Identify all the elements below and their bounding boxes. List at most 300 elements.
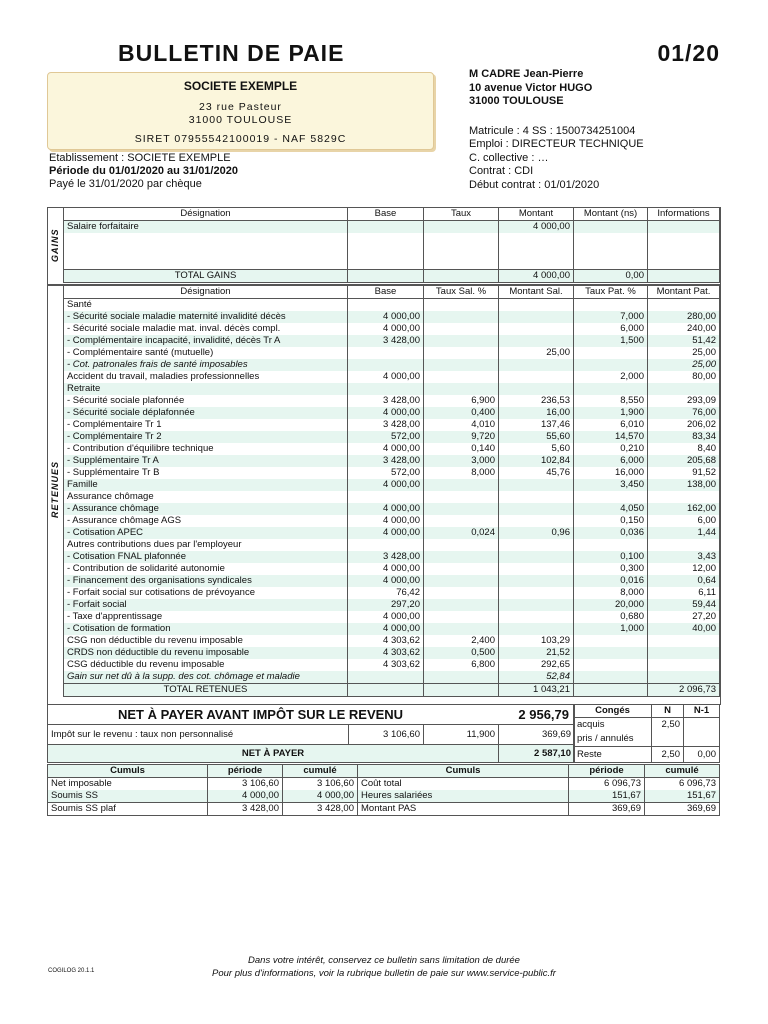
retenues-cell-col5: 6,000 xyxy=(574,323,648,335)
gains-header-montant: Montant xyxy=(499,208,574,221)
retenues-header-row xyxy=(64,286,720,299)
retenues-cell-taux xyxy=(424,623,499,635)
retenues-cell-designation: - Supplémentaire Tr A xyxy=(64,455,348,467)
gains-empty-cell xyxy=(574,233,648,245)
cumuls-cell-label-left: Net imposable xyxy=(48,778,208,791)
retenues-cell-taux xyxy=(424,479,499,491)
retenues-cell-montant xyxy=(499,335,574,347)
etablissement-name: Etablissement : SOCIETE EXEMPLE xyxy=(49,152,231,164)
retenues-row xyxy=(64,527,720,539)
retenues-cell-col6: 0,64 xyxy=(648,575,720,587)
retenues-cell-col5: 1,500 xyxy=(574,335,648,347)
retenues-cell-col6: 25,00 xyxy=(648,347,720,359)
cumuls-header-periode-left: période xyxy=(208,765,283,778)
retenues-cell-col6 xyxy=(648,647,720,659)
retenues-cell-col6: 1,44 xyxy=(648,527,720,539)
cumuls-cell-periode-right: 151,67 xyxy=(569,790,645,803)
retenues-cell-taux xyxy=(424,551,499,563)
retenues-row xyxy=(64,371,720,383)
retenues-cell-col6 xyxy=(648,635,720,647)
retenues-cell-col5: 1,000 xyxy=(574,623,648,635)
software-version: COGILOG 20.1.1 xyxy=(48,968,95,974)
retenues-row xyxy=(64,515,720,527)
retenues-cell-designation: - Forfait social xyxy=(64,599,348,611)
retenues-cell-taux: 2,400 xyxy=(424,635,499,647)
retenues-cell-taux: 0,400 xyxy=(424,407,499,419)
retenues-cell-col6: 162,00 xyxy=(648,503,720,515)
retenues-cell-taux: 0,024 xyxy=(424,527,499,539)
cumuls-cell-cumule-left: 3 106,60 xyxy=(283,778,358,791)
retenues-total-col5 xyxy=(574,684,648,697)
retenues-cell-base xyxy=(348,383,424,395)
cumuls-row xyxy=(48,803,720,816)
retenues-cell-col5: 0,036 xyxy=(574,527,648,539)
retenues-row xyxy=(64,635,720,647)
retenues-cell-designation: - Cot. patronales frais de santé imposables xyxy=(64,359,348,371)
retenues-cell-col6: 12,00 xyxy=(648,563,720,575)
retenues-cell-col5: 0,210 xyxy=(574,443,648,455)
retenues-cell-base: 3 428,00 xyxy=(348,551,424,563)
retenues-cell-montant: 137,46 xyxy=(499,419,574,431)
retenues-cell-taux xyxy=(424,539,499,551)
retenues-cell-taux: 4,010 xyxy=(424,419,499,431)
retenues-cell-col6: 83,34 xyxy=(648,431,720,443)
company-address-line2: 31000 TOULOUSE xyxy=(188,114,293,126)
retenues-header-designation: Désignation xyxy=(64,286,348,299)
retenues-cell-montant xyxy=(499,539,574,551)
company-address-line1: 23 rue Pasteur xyxy=(199,101,282,113)
retenues-cell-base: 4 000,00 xyxy=(348,311,424,323)
retenues-cell-designation: - Sécurité sociale déplafonnée xyxy=(64,407,348,419)
gains-empty-cell xyxy=(574,257,648,270)
retenues-cell-col5 xyxy=(574,647,648,659)
retenues-cell-col6: 206,02 xyxy=(648,419,720,431)
retenues-cell-base: 4 303,62 xyxy=(348,659,424,671)
conges-table xyxy=(573,704,720,763)
impot-label: Impôt sur le revenu : taux non personnalisé xyxy=(48,725,349,746)
retenues-total-designation: TOTAL RETENUES xyxy=(64,684,348,697)
retenues-cell-base: 4 000,00 xyxy=(348,527,424,539)
retenues-cell-col5: 2,000 xyxy=(574,371,648,383)
gains-empty-cell xyxy=(424,245,499,257)
retenues-row xyxy=(64,347,720,359)
cumuls-cell-label-right: Montant PAS xyxy=(358,803,569,816)
retenues-cell-col6: 25,00 xyxy=(648,359,720,371)
gains-empty-cell xyxy=(348,245,424,257)
retenues-cell-base: 4 000,00 xyxy=(348,443,424,455)
retenues-cell-col6: 8,40 xyxy=(648,443,720,455)
retenues-row xyxy=(64,623,720,635)
gains-header-base: Base xyxy=(348,208,424,221)
retenues-cell-col6: 280,00 xyxy=(648,311,720,323)
retenues-cell-montant: 292,65 xyxy=(499,659,574,671)
retenues-cell-base: 3 428,00 xyxy=(348,395,424,407)
retenues-cell-montant xyxy=(499,503,574,515)
gains-cell-col6 xyxy=(648,221,720,234)
retenues-cell-col6: 76,00 xyxy=(648,407,720,419)
retenues-cell-base: 4 303,62 xyxy=(348,647,424,659)
retenues-cell-designation: - Sécurité sociale maladie maternité invalidité décès xyxy=(64,311,348,323)
retenues-row xyxy=(64,335,720,347)
retenues-cell-col6: 27,20 xyxy=(648,611,720,623)
retenues-row xyxy=(64,299,720,312)
conges-pris-n xyxy=(652,732,684,747)
etablissement-block xyxy=(49,152,238,191)
retenues-cell-designation: - Cotisation de formation xyxy=(64,623,348,635)
retenues-cell-taux xyxy=(424,587,499,599)
gains-empty-cell xyxy=(648,257,720,270)
retenues-cell-designation: CSG non déductible du revenu imposable xyxy=(64,635,348,647)
retenues-cell-col6 xyxy=(648,491,720,503)
retenues-cell-montant xyxy=(499,311,574,323)
document-title: BULLETIN DE PAIE xyxy=(118,40,345,66)
net-pay-value: 2 587,10 xyxy=(499,745,575,763)
retenues-total-taux xyxy=(424,684,499,697)
gains-row xyxy=(64,221,720,234)
retenues-row xyxy=(64,563,720,575)
employee-matricule: Matricule : 4 SS : 1500734251004 xyxy=(469,124,636,137)
retenues-cell-col5 xyxy=(574,539,648,551)
retenues-row xyxy=(64,443,720,455)
gains-empty-cell xyxy=(424,233,499,245)
retenues-cell-col6 xyxy=(648,659,720,671)
retenues-cell-col5: 0,150 xyxy=(574,515,648,527)
retenues-cell-montant xyxy=(499,371,574,383)
gains-spacer-row xyxy=(64,233,720,245)
gains-header-col6: Informations xyxy=(648,208,720,221)
retenues-cell-col6: 80,00 xyxy=(648,371,720,383)
retenues-cell-col6: 40,00 xyxy=(648,623,720,635)
retenues-cell-montant xyxy=(499,587,574,599)
retenues-cell-taux xyxy=(424,323,499,335)
retenues-cell-col6 xyxy=(648,671,720,684)
retenues-total-montant: 1 043,21 xyxy=(499,684,574,697)
gains-empty-cell xyxy=(348,233,424,245)
retenues-cell-designation: Accident du travail, maladies professionnelles xyxy=(64,371,348,383)
footer-line2: Pour plus d'informations, voir la rubrique bulletin de paie sur www.service-public.fr xyxy=(212,968,556,979)
cumuls-cell-cumule-right: 6 096,73 xyxy=(645,778,720,791)
retenues-cell-col5 xyxy=(574,383,648,395)
retenues-cell-taux: 6,800 xyxy=(424,659,499,671)
cumuls-cell-cumule-left: 4 000,00 xyxy=(283,790,358,803)
conges-acquis-label: acquis xyxy=(574,718,652,733)
retenues-cell-taux xyxy=(424,563,499,575)
retenues-row xyxy=(64,503,720,515)
net-before-tax-value: 2 956,79 xyxy=(518,707,569,722)
retenues-cell-col6: 3,43 xyxy=(648,551,720,563)
retenues-cell-montant xyxy=(499,551,574,563)
retenues-cell-col5: 6,010 xyxy=(574,419,648,431)
retenues-cell-montant xyxy=(499,383,574,395)
company-name: SOCIETE EXEMPLE xyxy=(183,79,298,93)
retenues-cell-taux xyxy=(424,671,499,684)
gains-total-taux xyxy=(424,270,499,283)
company-box xyxy=(47,72,434,150)
retenues-cell-base: 4 000,00 xyxy=(348,563,424,575)
retenues-cell-montant xyxy=(499,515,574,527)
gains-cell-taux xyxy=(424,221,499,234)
retenues-cell-taux xyxy=(424,371,499,383)
retenues-row xyxy=(64,431,720,443)
retenues-cell-taux xyxy=(424,611,499,623)
pay-period: Période du 01/01/2020 au 31/01/2020 xyxy=(49,165,238,177)
retenues-cell-taux xyxy=(424,347,499,359)
retenues-row xyxy=(64,551,720,563)
retenues-cell-col6: 6,11 xyxy=(648,587,720,599)
retenues-cell-montant xyxy=(499,479,574,491)
gains-header-designation: Désignation xyxy=(64,208,348,221)
retenues-cell-taux xyxy=(424,383,499,395)
retenues-cell-taux xyxy=(424,359,499,371)
retenues-row xyxy=(64,671,720,684)
retenues-cell-base: 4 000,00 xyxy=(348,479,424,491)
retenues-cell-designation: CRDS non déductible du revenu imposable xyxy=(64,647,348,659)
retenues-row xyxy=(64,479,720,491)
conges-col-n: N xyxy=(652,705,684,718)
retenues-cell-taux: 0,140 xyxy=(424,443,499,455)
retenues-cell-taux xyxy=(424,311,499,323)
retenues-cell-montant: 0,96 xyxy=(499,527,574,539)
net-before-tax-label: NET À PAYER AVANT IMPÔT SUR LE REVENU xyxy=(118,707,404,722)
retenues-row xyxy=(64,467,720,479)
cumuls-cell-label-left: Soumis SS plaf xyxy=(48,803,208,816)
retenues-cell-designation: - Complémentaire santé (mutuelle) xyxy=(64,347,348,359)
gains-cell-designation: Salaire forfaitaire xyxy=(64,221,348,234)
retenues-cell-col5: 8,550 xyxy=(574,395,648,407)
retenues-cell-designation: - Assurance chômage AGS xyxy=(64,515,348,527)
retenues-cell-taux: 6,900 xyxy=(424,395,499,407)
retenues-cell-base xyxy=(348,347,424,359)
gains-side-label: GAINS xyxy=(50,228,60,262)
employee-name: M CADRE Jean-Pierre xyxy=(469,68,584,80)
retenues-cell-base xyxy=(348,299,424,312)
gains-empty-cell xyxy=(648,245,720,257)
retenues-cell-designation: - Contribution de solidarité autonomie xyxy=(64,563,348,575)
conges-reste-n1: 0,00 xyxy=(684,747,720,763)
retenues-cell-col5: 20,000 xyxy=(574,599,648,611)
conges-title: Congés xyxy=(574,705,652,718)
retenues-cell-montant: 236,53 xyxy=(499,395,574,407)
retenues-row xyxy=(64,395,720,407)
retenues-row xyxy=(64,587,720,599)
retenues-row xyxy=(64,611,720,623)
retenues-cell-designation: Retraite xyxy=(64,383,348,395)
cumuls-table xyxy=(47,764,720,816)
retenues-cell-taux xyxy=(424,515,499,527)
retenues-cell-col6 xyxy=(648,299,720,312)
retenues-cell-taux xyxy=(424,599,499,611)
retenues-header-col5: Taux Pat. % xyxy=(574,286,648,299)
retenues-cell-montant: 5,60 xyxy=(499,443,574,455)
conges-pris-label: pris / annulés xyxy=(574,732,652,747)
gains-spacer-row xyxy=(64,257,720,270)
retenues-cell-designation: - Cotisation FNAL plafonnée xyxy=(64,551,348,563)
payment-info: Payé le 31/01/2020 par chèque xyxy=(49,178,202,190)
retenues-cell-designation: Assurance chômage xyxy=(64,491,348,503)
retenues-cell-base: 3 428,00 xyxy=(348,335,424,347)
retenues-cell-col5: 1,900 xyxy=(574,407,648,419)
retenues-cell-col5: 0,680 xyxy=(574,611,648,623)
conges-col-n1: N-1 xyxy=(684,705,720,718)
retenues-table xyxy=(63,285,720,697)
retenues-cell-montant: 55,60 xyxy=(499,431,574,443)
retenues-cell-taux xyxy=(424,299,499,312)
retenues-row xyxy=(64,455,720,467)
retenues-cell-montant: 102,84 xyxy=(499,455,574,467)
retenues-cell-montant xyxy=(499,623,574,635)
retenues-cell-col6 xyxy=(648,383,720,395)
retenues-cell-col5: 3,450 xyxy=(574,479,648,491)
retenues-cell-taux: 3,000 xyxy=(424,455,499,467)
retenues-cell-designation: Autres contributions dues par l'employeur xyxy=(64,539,348,551)
retenues-cell-taux: 8,000 xyxy=(424,467,499,479)
company-siret: SIRET 07955542100019 - NAF 5829C xyxy=(134,133,347,145)
retenues-cell-col5 xyxy=(574,347,648,359)
retenues-cell-designation: Santé xyxy=(64,299,348,312)
conges-acquis-n: 2,50 xyxy=(652,718,684,733)
retenues-total-base xyxy=(348,684,424,697)
retenues-cell-col6: 91,52 xyxy=(648,467,720,479)
employee-debut-contrat: Début contrat : 01/01/2020 xyxy=(469,178,600,191)
retenues-cell-montant: 45,76 xyxy=(499,467,574,479)
retenues-cell-montant xyxy=(499,299,574,312)
retenues-cell-montant xyxy=(499,491,574,503)
retenues-cell-designation: - Forfait social sur cotisations de prévoyance xyxy=(64,587,348,599)
gains-empty-cell xyxy=(64,245,348,257)
retenues-cell-designation: - Supplémentaire Tr B xyxy=(64,467,348,479)
cumuls-cell-label-right: Heures salariées xyxy=(358,790,569,803)
retenues-cell-designation: - Sécurité sociale maladie mat. inval. décès compl. xyxy=(64,323,348,335)
net-before-tax-row xyxy=(47,704,575,725)
retenues-cell-base xyxy=(348,671,424,684)
retenues-cell-taux xyxy=(424,335,499,347)
employee-address2: 31000 TOULOUSE xyxy=(469,95,564,107)
retenues-cell-montant xyxy=(499,323,574,335)
gains-cell-base xyxy=(348,221,424,234)
retenues-row xyxy=(64,647,720,659)
retenues-cell-col5: 16,000 xyxy=(574,467,648,479)
retenues-cell-base xyxy=(348,539,424,551)
retenues-cell-col5: 0,100 xyxy=(574,551,648,563)
employee-collective: C. collective : … xyxy=(469,151,549,164)
retenues-cell-montant: 21,52 xyxy=(499,647,574,659)
retenues-cell-col5: 0,300 xyxy=(574,563,648,575)
retenues-cell-designation: - Complémentaire Tr 1 xyxy=(64,419,348,431)
retenues-cell-montant: 103,29 xyxy=(499,635,574,647)
retenues-cell-col5: 14,570 xyxy=(574,431,648,443)
retenues-cell-designation: - Cotisation APEC xyxy=(64,527,348,539)
retenues-cell-montant: 16,00 xyxy=(499,407,574,419)
employee-block xyxy=(469,68,644,192)
retenues-row xyxy=(64,323,720,335)
cumuls-row xyxy=(48,790,720,803)
retenues-header-base: Base xyxy=(348,286,424,299)
retenues-cell-base: 4 303,62 xyxy=(348,635,424,647)
gains-table xyxy=(63,207,720,283)
retenues-row xyxy=(64,575,720,587)
gains-cell-montant: 4 000,00 xyxy=(499,221,574,234)
gains-total-montant: 4 000,00 xyxy=(499,270,574,283)
retenues-row xyxy=(64,659,720,671)
cumuls-cell-periode-left: 4 000,00 xyxy=(208,790,283,803)
retenues-cell-base xyxy=(348,491,424,503)
retenues-cell-base: 4 000,00 xyxy=(348,611,424,623)
retenues-cell-base: 4 000,00 xyxy=(348,575,424,587)
impot-table xyxy=(47,724,575,746)
cumuls-cell-cumule-left: 3 428,00 xyxy=(283,803,358,816)
retenues-cell-designation: - Taxe d'apprentissage xyxy=(64,611,348,623)
gains-total-base xyxy=(348,270,424,283)
retenues-cell-col6: 138,00 xyxy=(648,479,720,491)
retenues-cell-montant xyxy=(499,359,574,371)
retenues-cell-base: 3 428,00 xyxy=(348,455,424,467)
retenues-cell-base: 4 000,00 xyxy=(348,371,424,383)
gains-total-col6 xyxy=(648,270,720,283)
retenues-total-row xyxy=(64,684,720,697)
retenues-row xyxy=(64,359,720,371)
cumuls-header-label-left: Cumuls xyxy=(48,765,208,778)
retenues-row xyxy=(64,491,720,503)
gains-total-col5: 0,00 xyxy=(574,270,648,283)
retenues-cell-taux: 0,500 xyxy=(424,647,499,659)
retenues-cell-designation: Famille xyxy=(64,479,348,491)
retenues-cell-base: 76,42 xyxy=(348,587,424,599)
retenues-cell-col6: 240,00 xyxy=(648,323,720,335)
gains-empty-cell xyxy=(64,233,348,245)
employee-address1: 10 avenue Victor HUGO xyxy=(469,81,593,94)
retenues-cell-col5 xyxy=(574,359,648,371)
gains-empty-cell xyxy=(499,245,574,257)
retenues-cell-base: 297,20 xyxy=(348,599,424,611)
gains-header-col5: Montant (ns) xyxy=(574,208,648,221)
retenues-cell-montant xyxy=(499,575,574,587)
retenues-cell-taux xyxy=(424,491,499,503)
retenues-cell-base: 572,00 xyxy=(348,467,424,479)
cumuls-cell-periode-right: 6 096,73 xyxy=(569,778,645,791)
retenues-cell-montant: 52,84 xyxy=(499,671,574,684)
retenues-cell-designation: - Complémentaire Tr 2 xyxy=(64,431,348,443)
retenues-cell-designation: - Financement des organisations syndicales xyxy=(64,575,348,587)
retenues-total-col6: 2 096,73 xyxy=(648,684,720,697)
retenues-row xyxy=(64,539,720,551)
gains-empty-cell xyxy=(499,233,574,245)
gains-header-taux: Taux xyxy=(424,208,499,221)
gains-total-row xyxy=(64,270,720,283)
retenues-cell-designation: - Assurance chômage xyxy=(64,503,348,515)
gains-cell-col5 xyxy=(574,221,648,234)
cumuls-cell-cumule-right: 369,69 xyxy=(645,803,720,816)
impot-taux: 11,900 xyxy=(424,725,499,746)
retenues-header-taux: Taux Sal. % xyxy=(424,286,499,299)
cumuls-header-periode-right: période xyxy=(569,765,645,778)
net-pay-label: NET À PAYER xyxy=(48,745,499,763)
retenues-cell-col5 xyxy=(574,671,648,684)
footer-line1: Dans votre intérêt, conservez ce bulletin sans limitation de durée xyxy=(248,955,520,966)
retenues-cell-col5: 8,000 xyxy=(574,587,648,599)
retenues-cell-taux xyxy=(424,575,499,587)
employee-contrat: Contrat : CDI xyxy=(469,165,534,177)
retenues-cell-montant xyxy=(499,599,574,611)
retenues-cell-col6 xyxy=(648,539,720,551)
cumuls-header-cumule-right: cumulé xyxy=(645,765,720,778)
cumuls-cell-periode-left: 3 428,00 xyxy=(208,803,283,816)
retenues-side-label: RETENUES xyxy=(50,460,60,518)
retenues-cell-base: 572,00 xyxy=(348,431,424,443)
retenues-cell-base: 4 000,00 xyxy=(348,623,424,635)
gains-total-designation: TOTAL GAINS xyxy=(64,270,348,283)
conges-reste-n: 2,50 xyxy=(652,747,684,763)
retenues-row xyxy=(64,383,720,395)
